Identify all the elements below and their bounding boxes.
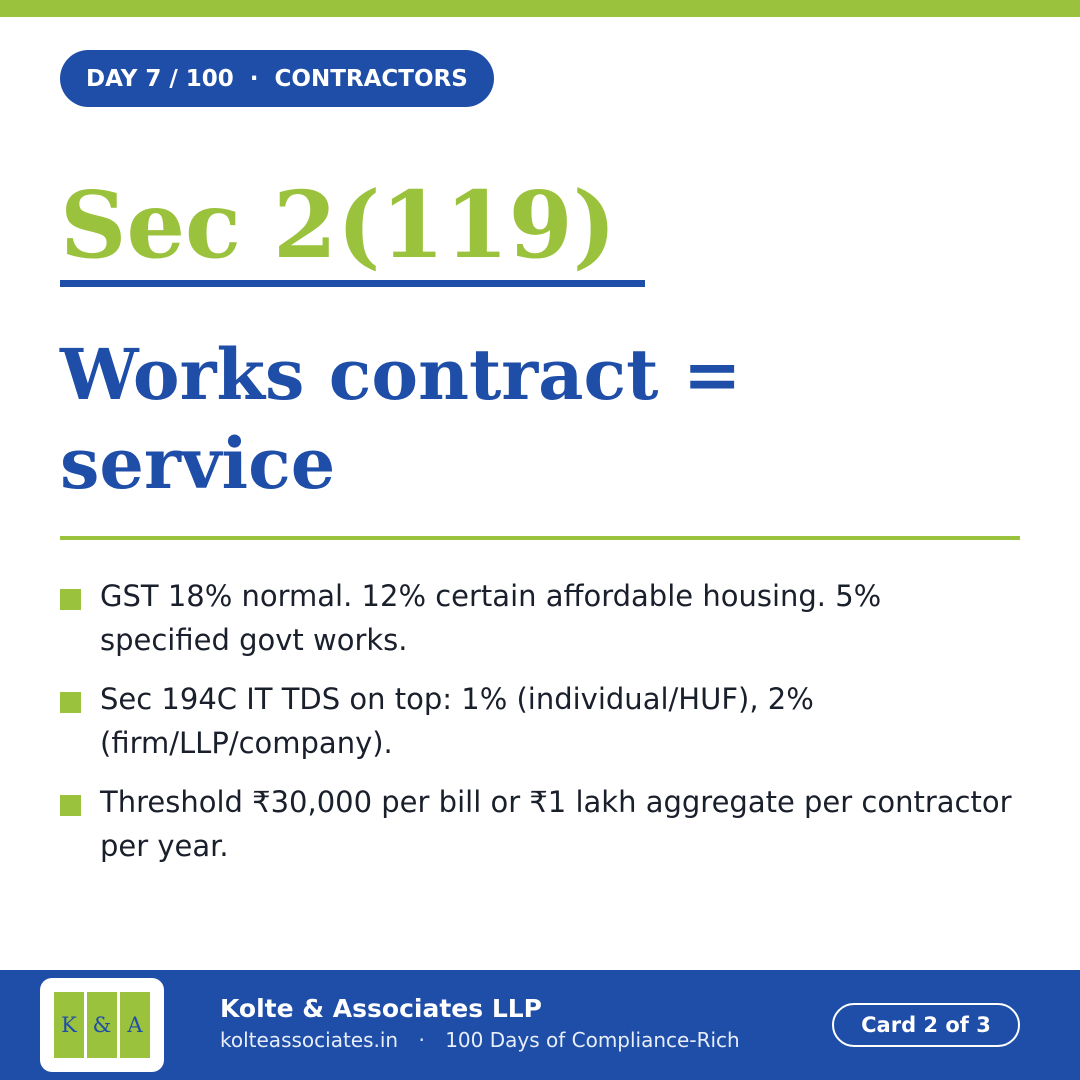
section-title: Sec 2(119) [60,171,617,279]
square-bullet-icon [60,692,81,713]
headline [60,330,1020,508]
footer-bar [0,970,1080,1080]
bullet-text: Sec 194C IT TDS on top: 1% (individual/HUF), 2% (firm/LLP/company). [100,682,814,760]
bullet-text: GST 18% normal. 12% certain affordable housing. 5% specified govt works. [100,579,882,657]
website-link[interactable]: kolteassociates.in [220,1028,399,1052]
square-bullet-icon [60,795,81,816]
headline-line-2: service [60,422,336,505]
series-label: 100 Days of Compliance-Rich [445,1028,740,1052]
badge-separator: · [249,65,259,92]
subline-separator: · [418,1028,425,1052]
section-divider [60,536,1020,540]
logo-ampersand: & [87,992,117,1058]
logo-letter-a: A [120,992,150,1058]
firm-subline [220,1028,740,1052]
bullet-list [60,574,1020,883]
card-counter-badge: Card 2 of 3 [832,1003,1020,1047]
logo-letter-k: K [54,992,84,1058]
bullet-item [60,677,1020,765]
headline-line-1: Works contract = [60,333,742,416]
firm-logo [40,978,164,1072]
day-topic-badge [60,50,494,107]
bullet-text: Threshold ₹30,000 per bill or ₹1 lakh aggregate per contractor per year. [100,785,1012,863]
top-accent-bar [0,0,1080,17]
title-underline [60,280,645,287]
square-bullet-icon [60,589,81,610]
bullet-item [60,780,1020,868]
topic-label: CONTRACTORS [274,65,468,92]
day-counter: DAY 7 / 100 [86,65,234,92]
firm-name: Kolte & Associates LLP [220,994,543,1023]
bullet-item [60,574,1020,662]
